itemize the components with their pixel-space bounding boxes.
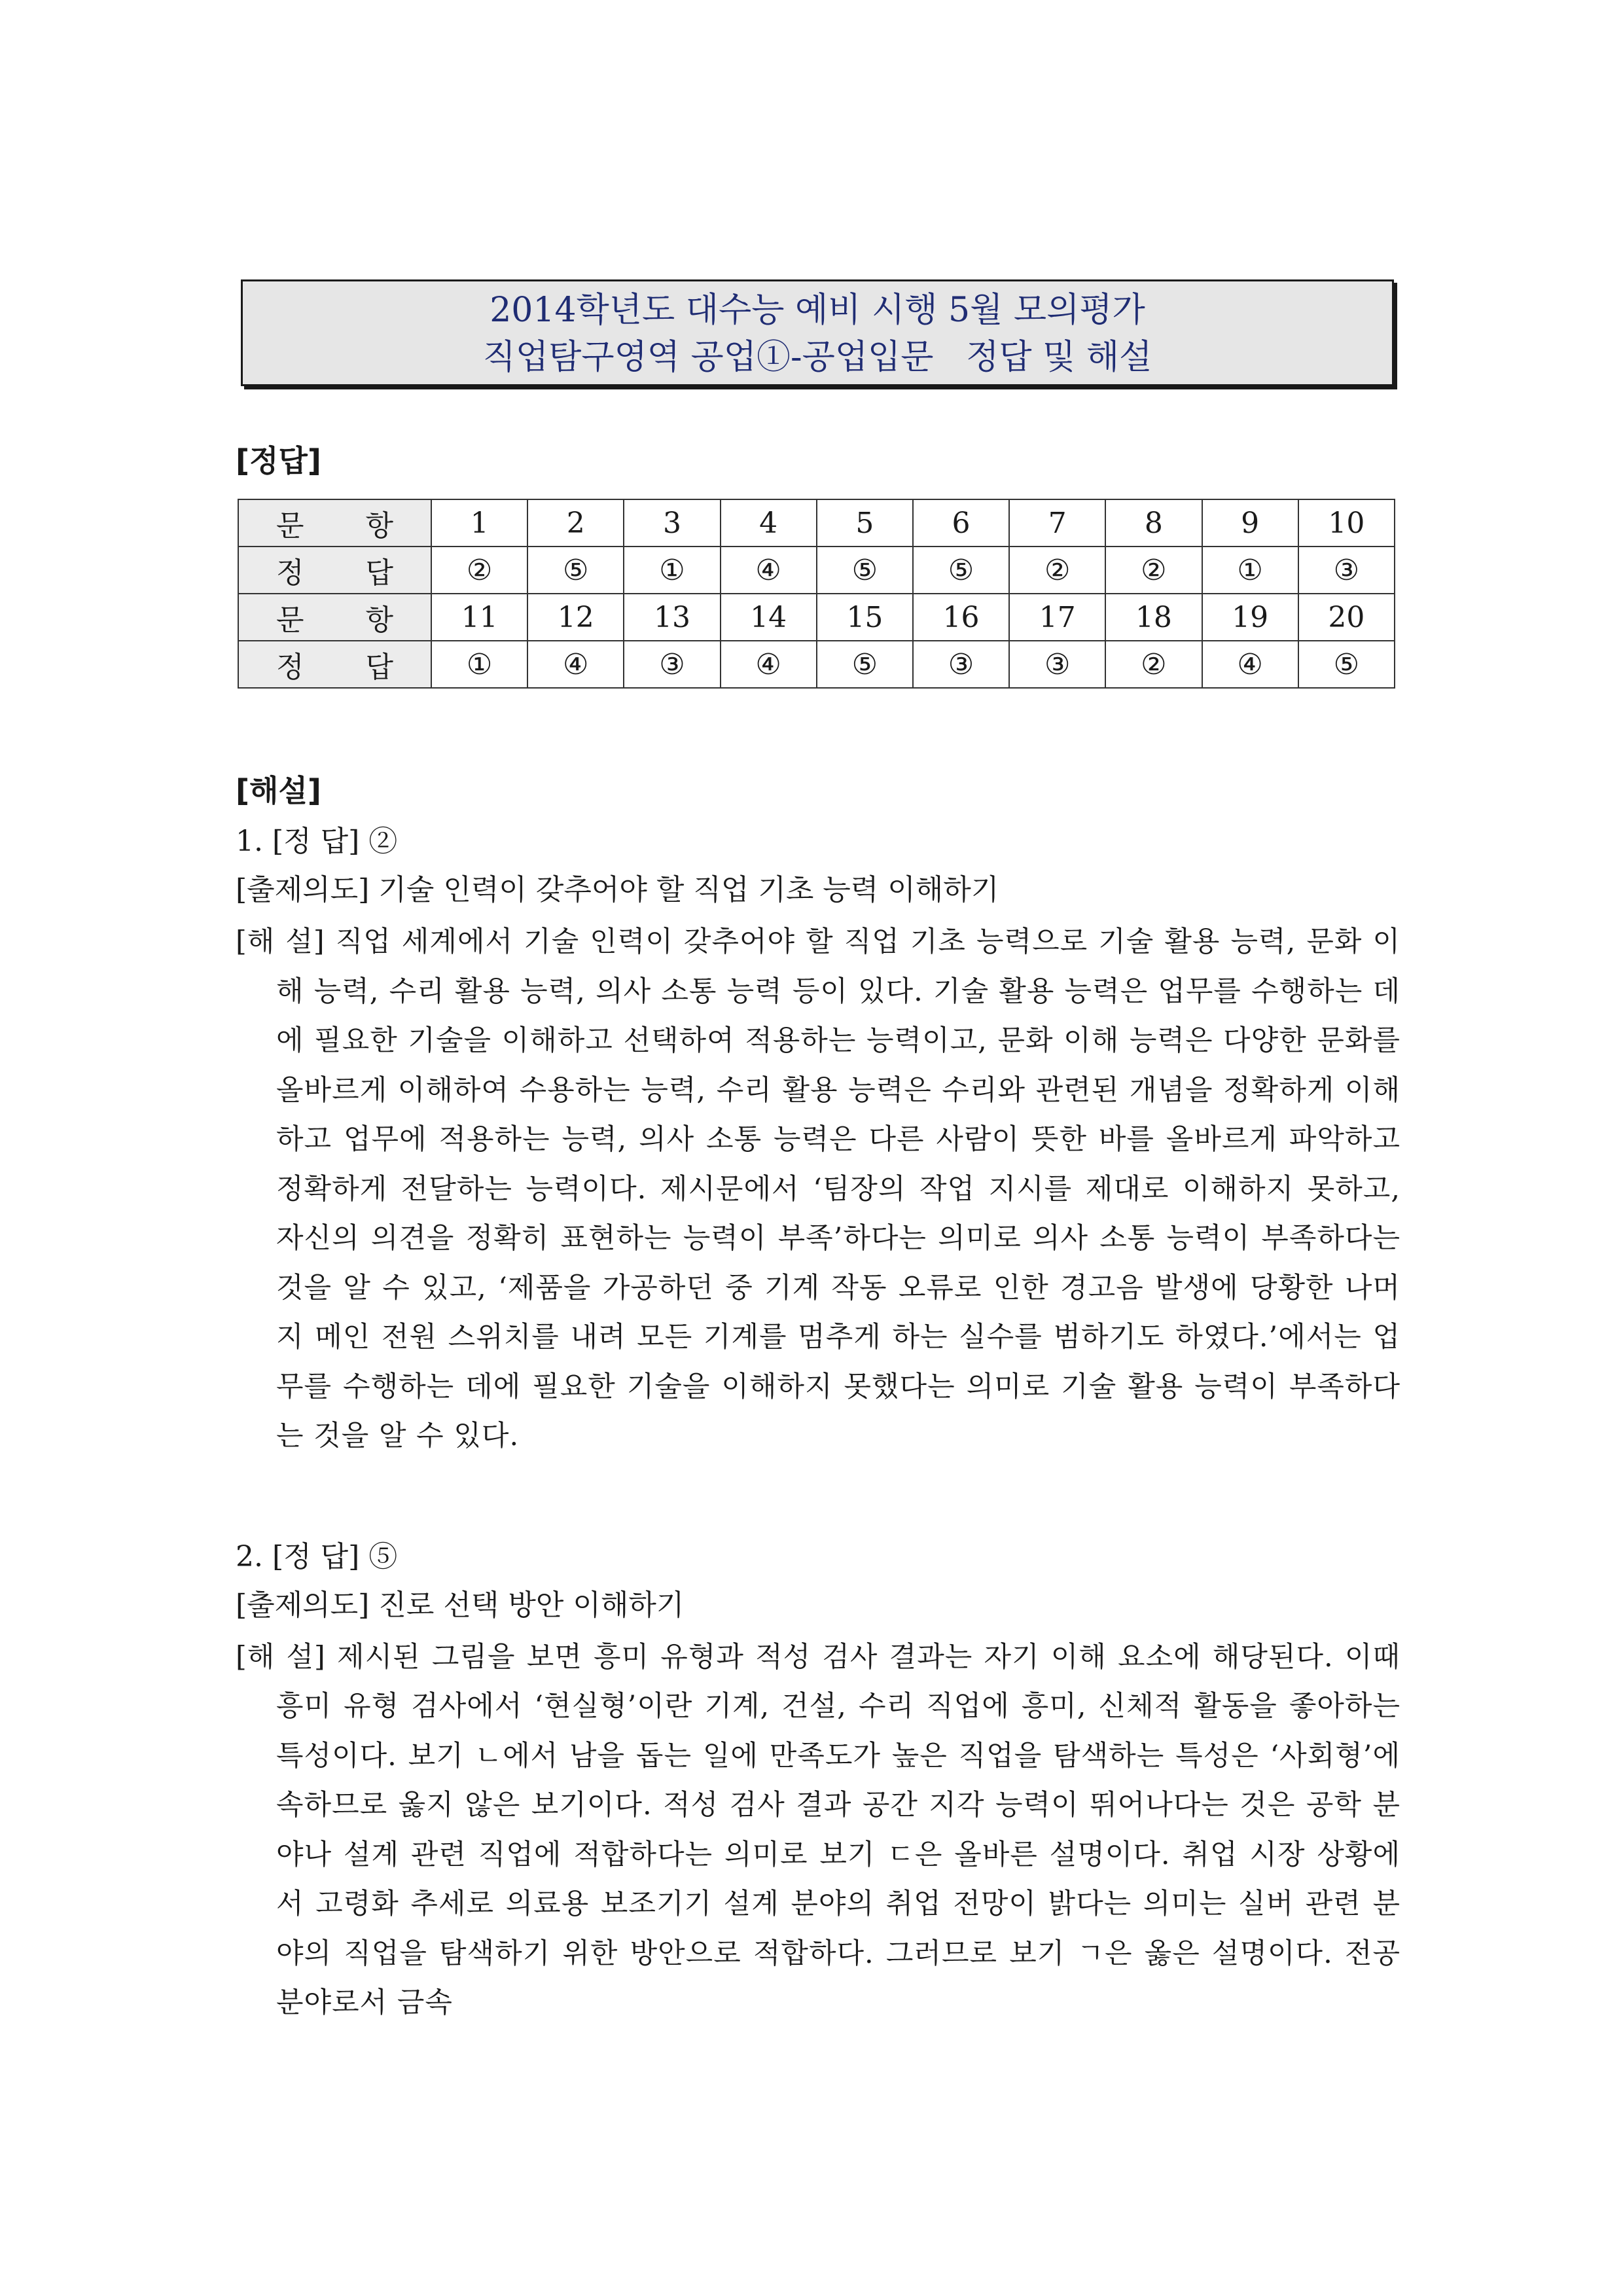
question-intent: [출제의도] 기술 인력이 갖추어야 할 직업 기초 능력 이해하기 (236, 873, 999, 906)
question-number-cell: 15 (817, 594, 913, 641)
answer-cell: ③ (1298, 547, 1395, 594)
answer-cell: ① (624, 547, 720, 594)
answer-line: 2. [정 답] ⑤ (236, 1539, 398, 1573)
answer-cell: ② (431, 547, 527, 594)
explanations (236, 818, 1400, 2028)
question-number-cell: 9 (1202, 499, 1298, 547)
answer-cell: ⑤ (817, 641, 913, 688)
question-number-cell: 12 (527, 594, 624, 641)
row-label: 정 답 (238, 547, 431, 594)
answer-cell: ③ (1009, 641, 1105, 688)
question-number-cell: 1 (431, 499, 527, 547)
document-title-box (241, 279, 1394, 386)
answer-cell: ② (1105, 547, 1202, 594)
explanation-text: [해 설] 제시된 그림을 보면 흥미 유형과 적성 검사 결과는 자기 이해 요소에 해당된다. 이때 흥미 유형 검사에서 ‘현실형’이란 기계, 건설, 수리 직업에 흥미, 신체적 활동을 좋아하는 특성이다. 보기 ㄴ에서 남을 돕는 일에 만족도가 높은 직업을 탐색하는 특성은 ‘사회형’에 속하므로 옳지 않은 보기이다. 적성 검사 결과 공간 지각 능력이 뛰어나다는 것은 공학 분야나 설계 관련 직업에 적합하다는 의미로 보기 ㄷ은 올바른 설명이다. 취업 시장 상황에서 고령화 추세로 의료용 보조기기 설계 분야의 취업 전망이 밝다는 의미는 실버 관련 분야의 직업을 탐색하기 위한 방안으로 적합하다. 그러므로 보기 ㄱ은 옳은 설명이다. 전공 분야로서 금속 (236, 1640, 1401, 2019)
answer-cell: ⑤ (817, 547, 913, 594)
question-number-cell: 6 (913, 499, 1009, 547)
row-label: 정 답 (238, 641, 431, 688)
answer-table-row (238, 499, 1395, 547)
explanation-section-heading: [해설] (236, 773, 321, 808)
answer-section-heading: [정답] (236, 443, 321, 478)
answer-table-row (238, 641, 1395, 688)
answer-line: 1. [정 답] ② (236, 825, 398, 858)
question-number-cell: 16 (913, 594, 1009, 641)
row-label: 문 항 (238, 499, 431, 547)
question-number-cell: 11 (431, 594, 527, 641)
row-label: 문 항 (238, 594, 431, 641)
question-number-cell: 17 (1009, 594, 1105, 641)
answer-table-row (238, 547, 1395, 594)
answer-cell: ⑤ (527, 547, 624, 594)
question-number-cell: 4 (721, 499, 817, 547)
question-number-cell: 5 (817, 499, 913, 547)
question-number-cell: 20 (1298, 594, 1395, 641)
explanation-item-2 (236, 1534, 1400, 2028)
title-line-1: 2014학년도 대수능 예비 시행 5월 모의평가 (490, 291, 1145, 330)
answer-cell: ② (1009, 547, 1105, 594)
question-number-cell: 3 (624, 499, 720, 547)
answer-cell: ④ (527, 641, 624, 688)
question-intent: [출제의도] 진로 선택 방안 이해하기 (236, 1588, 685, 1622)
answer-table (238, 499, 1395, 689)
answer-cell: ③ (624, 641, 720, 688)
answer-cell: ④ (721, 641, 817, 688)
answer-cell: ① (1202, 547, 1298, 594)
question-number-cell: 7 (1009, 499, 1105, 547)
answer-cell: ④ (721, 547, 817, 594)
answer-cell: ④ (1202, 641, 1298, 688)
answer-cell: ③ (913, 641, 1009, 688)
question-number-cell: 18 (1105, 594, 1202, 641)
answer-cell: ⑤ (913, 547, 1009, 594)
title-line-2: 직업탐구영역 공업①-공업입문 정답 및 해설 (482, 338, 1152, 377)
question-number-cell: 19 (1202, 594, 1298, 641)
question-number-cell: 10 (1298, 499, 1395, 547)
question-number-cell: 13 (624, 594, 720, 641)
answer-cell: ⑤ (1298, 641, 1395, 688)
answer-cell: ① (431, 641, 527, 688)
question-number-cell: 8 (1105, 499, 1202, 547)
question-number-cell: 2 (527, 499, 624, 547)
answer-cell: ② (1105, 641, 1202, 688)
explanation-text: [해 설] 직업 세계에서 기술 인력이 갖추어야 할 직업 기초 능력으로 기술 활용 능력, 문화 이해 능력, 수리 활용 능력, 의사 소통 능력 등이 있다. 기술 활용 능력은 업무를 수행하는 데에 필요한 기술을 이해하고 선택하여 적용하는 능력이고, 문화 이해 능력은 다양한 문화를 올바르게 이해하여 수용하는 능력, 수리 활용 능력은 수리와 관련된 개념을 정확하게 이해하고 업무에 적용하는 능력, 의사 소통 능력은 다른 사람이 뜻한 바를 올바르게 파악하고 정확하게 전달하는 능력이다. 제시문에서 ‘팀장의 작업 지시를 제대로 이해하지 못하고, 자신의 의견을 정확히 표현하는 능력이 부족’하다는 의미로 의사 소통 능력이 부족하다는 것을 알 수 있고, ‘제품을 가공하던 중 기계 작동 오류로 인한 경고음 발생에 당황한 나머지 메인 전원 스위치를 내려 모든 기계를 멈추게 하는 실수를 범하기도 하였다.’에서는 업무를 수행하는 데에 필요한 기술을 이해하지 못했다는 의미로 기술 활용 능력이 부족하다는 것을 알 수 있다. (236, 925, 1400, 1452)
answer-table-row (238, 594, 1395, 641)
question-number-cell: 14 (721, 594, 817, 641)
explanation-item-1 (236, 818, 1400, 1462)
